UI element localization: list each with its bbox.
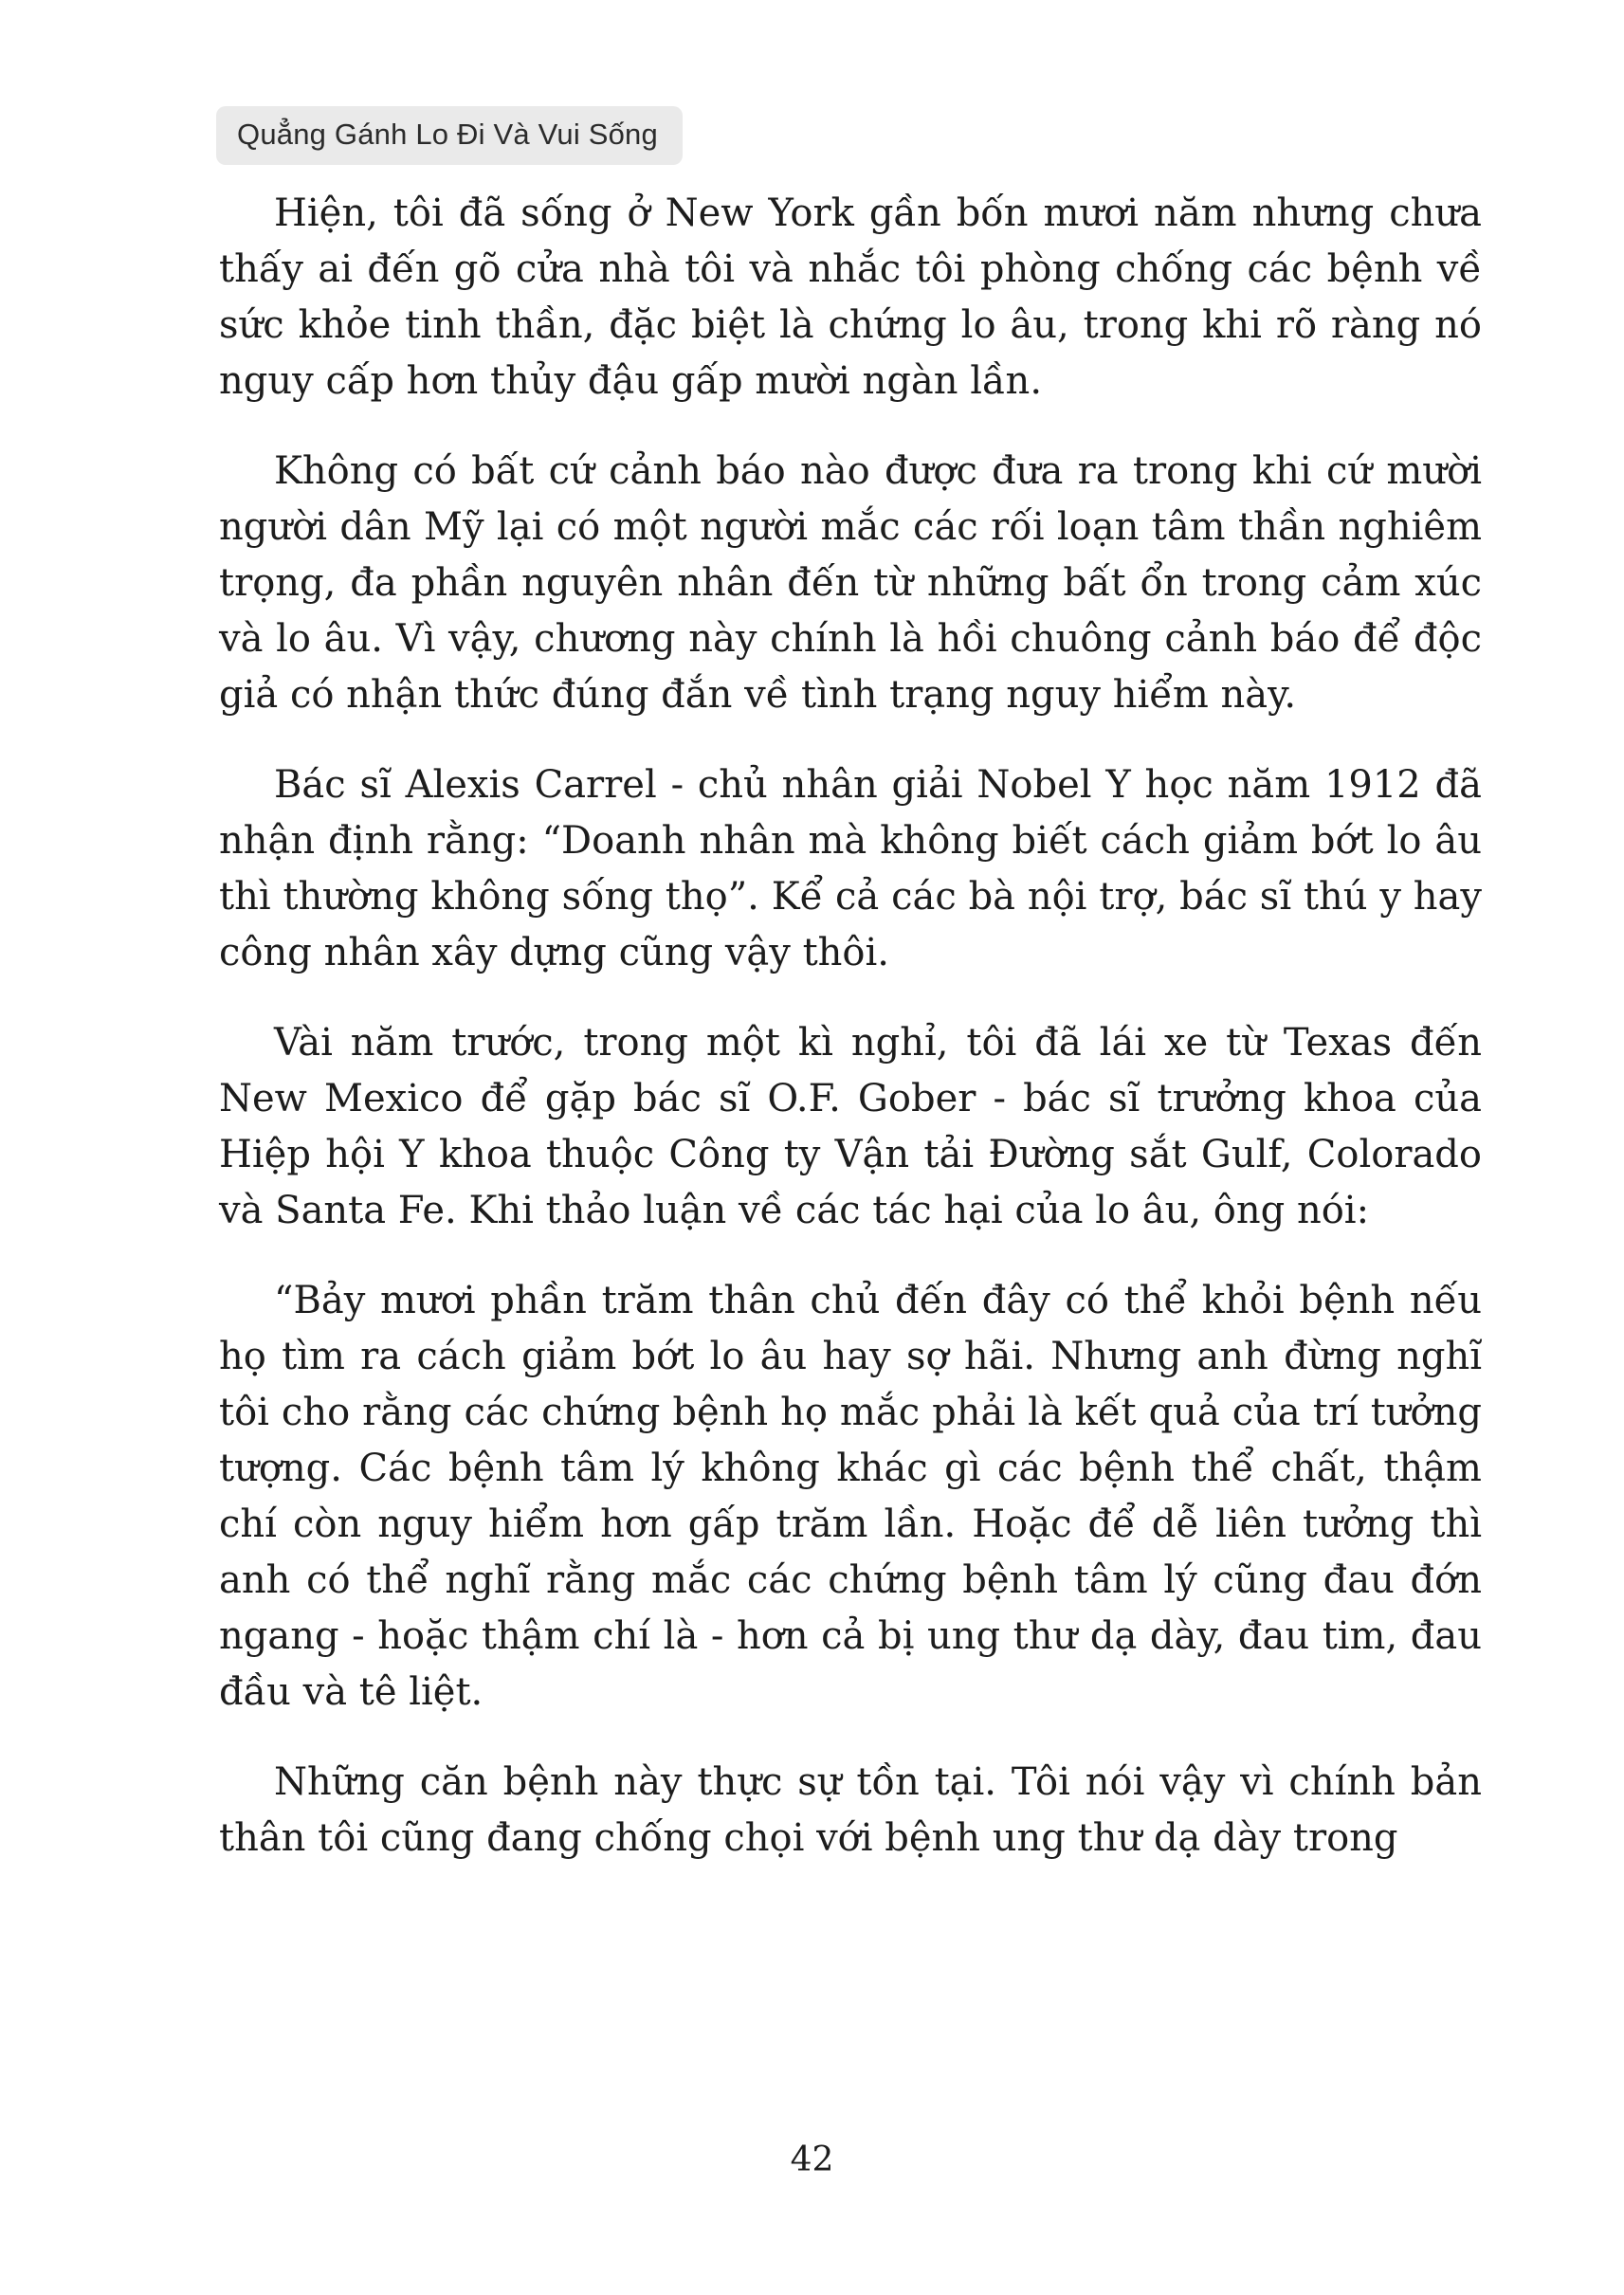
page-number: 42 <box>790 2140 834 2179</box>
paragraph: Vài năm trước, trong một kì nghỉ, tôi đã lái xe từ Texas đến New Mexico để gặp bác sĩ O.F. Gober - bác sĩ trưởng khoa của Hiệp hội Y khoa thuộc Công ty Vận tải Đường sắt Gulf, Colorado và Santa Fe. Khi thảo luận về các tác hại của lo âu, ông nói: <box>219 1021 1482 1232</box>
page-content <box>219 186 1482 1901</box>
paragraph: Hiện, tôi đã sống ở New York gần bốn mươi năm nhưng chưa thấy ai đến gõ cửa nhà tôi và nhắc tôi phòng chống các bệnh về sức khỏe tinh thần, đặc biệt là chứng lo âu, trong khi rõ ràng nó nguy cấp hơn thủy đậu gấp mười ngàn lần. <box>219 191 1482 403</box>
book-title: Quẳng Gánh Lo Đi Và Vui Sống <box>237 118 658 151</box>
running-header <box>216 106 683 165</box>
paragraph: Bác sĩ Alexis Carrel - chủ nhân giải Nobel Y học năm 1912 đã nhận định rằng: “Doanh nhân mà không biết cách giảm bớt lo âu thì thường không sống thọ”. Kể cả các bà nội trợ, bác sĩ thú y hay công nhân xây dựng cũng vậy thôi. <box>219 763 1482 974</box>
paragraph: Không có bất cứ cảnh báo nào được đưa ra trong khi cứ mười người dân Mỹ lại có một người mắc các rối loạn tâm thần nghiêm trọng, đa phần nguyên nhân đến từ những bất ổn trong cảm xúc và lo âu. Vì vậy, chương này chính là hồi chuông cảnh báo để độc giả có nhận thức đúng đắn về tình trạng nguy hiểm này. <box>219 449 1482 717</box>
paragraph: Những căn bệnh này thực sự tồn tại. Tôi nói vậy vì chính bản thân tôi cũng đang chống chọi với bệnh ung thư dạ dày trong <box>219 1760 1482 1860</box>
paragraph: “Bảy mươi phần trăm thân chủ đến đây có thể khỏi bệnh nếu họ tìm ra cách giảm bớt lo âu hay sợ hãi. Nhưng anh đừng nghĩ tôi cho rằng các chứng bệnh họ mắc phải là kết quả của trí tưởng tượng. Các bệnh tâm lý không khác gì các bệnh thể chất, thậm chí còn nguy hiểm hơn gấp trăm lần. Hoặc để dễ liên tưởng thì anh có thể nghĩ rằng mắc các chứng bệnh tâm lý cũng đau đớn ngang - hoặc thậm chí là - hơn cả bị ung thư dạ dày, đau tim, đau đầu và tê liệt. <box>219 1279 1482 1714</box>
